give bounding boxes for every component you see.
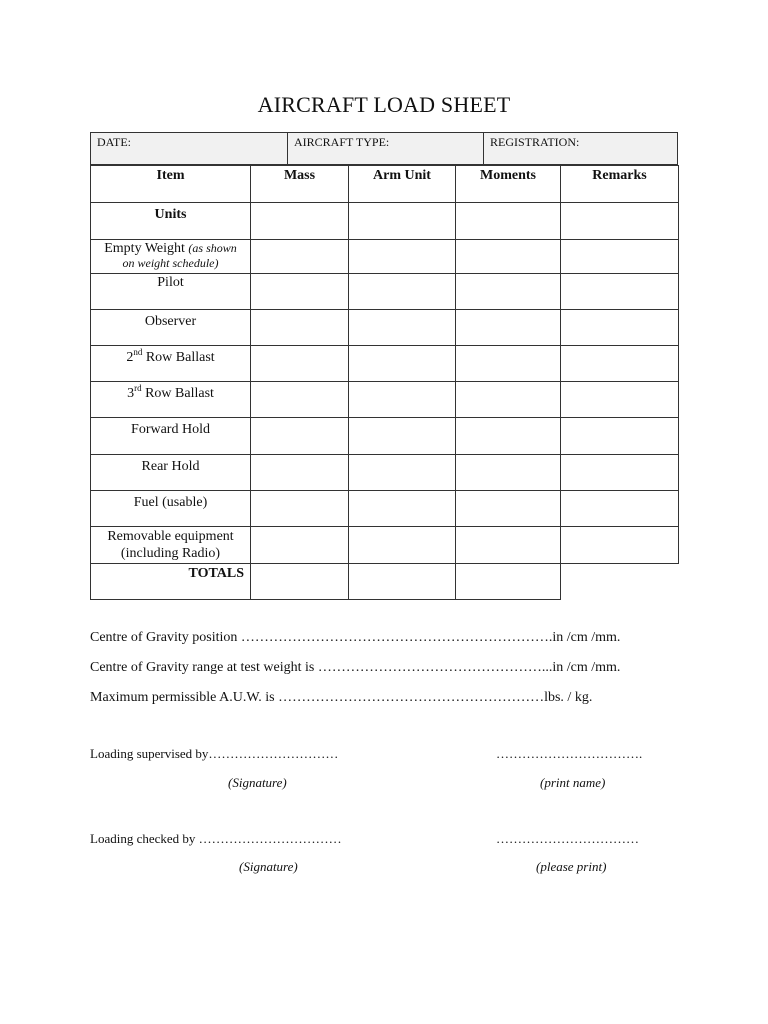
loading-supervised-signature-line[interactable]: Loading supervised by………………………… [90, 746, 339, 761]
moment-cell[interactable] [456, 274, 561, 310]
total-moment-cell[interactable] [456, 564, 561, 600]
totals-label: TOTALS [91, 564, 251, 600]
empty-weight-note-2: on weight schedule) [122, 256, 219, 270]
empty-weight-label: Empty Weight [104, 241, 185, 256]
mass-cell[interactable] [251, 491, 349, 527]
moment-cell[interactable] [456, 310, 561, 346]
ballast-2-suffix: nd [133, 347, 143, 357]
remarks-cell[interactable] [561, 382, 679, 418]
totals-row [91, 564, 679, 600]
arm-cell[interactable] [349, 455, 456, 491]
column-header-item: Item [91, 166, 251, 203]
mass-cell[interactable] [251, 455, 349, 491]
table-row [91, 274, 679, 310]
table-header-row [91, 166, 679, 203]
item-empty-weight [91, 240, 251, 274]
date-label: DATE: [97, 135, 131, 149]
mass-cell[interactable] [251, 382, 349, 418]
arm-cell[interactable] [349, 240, 456, 274]
table-row [91, 382, 679, 418]
moment-cell[interactable] [456, 527, 561, 564]
loading-checked-print-line[interactable]: …………………………… [496, 831, 639, 846]
registration-field[interactable] [483, 133, 677, 164]
checked-signature-caption: (Signature) [239, 859, 298, 874]
mass-cell[interactable] [251, 527, 349, 564]
table-row [91, 491, 679, 527]
remarks-cell[interactable] [561, 418, 679, 455]
remarks-cell[interactable] [561, 491, 679, 527]
header-row [90, 132, 678, 165]
column-header-moments: Moments [456, 166, 561, 203]
loading-supervised-print-line[interactable]: ……………………………. [496, 746, 643, 761]
moment-cell[interactable] [456, 455, 561, 491]
table-row [91, 455, 679, 491]
units-label: Units [91, 203, 251, 240]
moment-cell[interactable] [456, 418, 561, 455]
aircraft-type-field[interactable] [287, 133, 483, 164]
empty-weight-note-1: (as shown [188, 241, 237, 255]
item-fuel: Fuel (usable) [91, 491, 251, 527]
cg-position-line[interactable]: Centre of Gravity position ………………………………………………………….in /cm /mm. [90, 630, 621, 645]
mass-cell[interactable] [251, 418, 349, 455]
table-row [91, 240, 679, 274]
column-header-arm-unit: Arm Unit [349, 166, 456, 203]
remarks-cell[interactable] [561, 310, 679, 346]
aircraft-type-label: AIRCRAFT TYPE: [294, 135, 390, 149]
table-row [91, 203, 679, 240]
mass-cell[interactable] [251, 346, 349, 382]
removable-equipment-line-2: (including Radio) [120, 546, 221, 561]
total-mass-cell[interactable] [251, 564, 349, 600]
item-pilot: Pilot [91, 274, 251, 310]
item-removable-equipment [91, 527, 251, 564]
ballast-3-number: 3 [127, 386, 135, 401]
remarks-cell[interactable] [561, 240, 679, 274]
remarks-cell[interactable] [561, 203, 679, 240]
ballast-3-text: Row Ballast [145, 386, 214, 401]
item-observer: Observer [91, 310, 251, 346]
supervised-print-caption: (print name) [540, 775, 606, 790]
arm-cell[interactable] [349, 274, 456, 310]
arm-cell[interactable] [349, 382, 456, 418]
remarks-cell[interactable] [561, 274, 679, 310]
checked-print-caption: (please print) [536, 859, 607, 874]
item-rear-hold: Rear Hold [91, 455, 251, 491]
arm-cell[interactable] [349, 418, 456, 455]
max-auw-line[interactable]: Maximum permissible A.U.W. is …………………………………………………lbs. / kg. [90, 690, 593, 705]
column-header-remarks: Remarks [561, 166, 679, 203]
item-3rd-row-ballast [91, 382, 251, 418]
moment-cell[interactable] [456, 491, 561, 527]
arm-cell[interactable] [349, 527, 456, 564]
moment-cell[interactable] [456, 240, 561, 274]
moment-cell[interactable] [456, 346, 561, 382]
mass-cell[interactable] [251, 274, 349, 310]
item-forward-hold: Forward Hold [91, 418, 251, 455]
load-table [90, 165, 679, 600]
table-row [91, 418, 679, 455]
table-row [91, 310, 679, 346]
loading-checked-signature-line[interactable]: Loading checked by …………………………… [90, 831, 342, 846]
supervised-signature-caption: (Signature) [228, 775, 287, 790]
moment-cell[interactable] [456, 203, 561, 240]
table-row [91, 527, 679, 564]
removable-equipment-line-1: Removable equipment [107, 529, 234, 544]
column-header-mass: Mass [251, 166, 349, 203]
table-row [91, 346, 679, 382]
ballast-2-number: 2 [126, 350, 134, 365]
date-field[interactable] [91, 133, 287, 164]
arm-cell[interactable] [349, 310, 456, 346]
empty-cell [561, 564, 679, 600]
cg-range-line[interactable]: Centre of Gravity range at test weight is …………………………………………...in /cm /mm. [90, 660, 621, 675]
arm-cell[interactable] [349, 203, 456, 240]
mass-cell[interactable] [251, 310, 349, 346]
ballast-2-text: Row Ballast [145, 350, 215, 365]
mass-cell[interactable] [251, 203, 349, 240]
moment-cell[interactable] [456, 382, 561, 418]
remarks-cell[interactable] [561, 346, 679, 382]
item-2nd-row-ballast [91, 346, 251, 382]
page-title: AIRCRAFT LOAD SHEET [257, 92, 511, 117]
remarks-cell[interactable] [561, 527, 679, 564]
ballast-3-suffix: rd [134, 383, 142, 393]
mass-cell[interactable] [251, 240, 349, 274]
arm-cell[interactable] [349, 491, 456, 527]
registration-label: REGISTRATION: [490, 135, 580, 149]
total-arm-cell[interactable] [349, 564, 456, 600]
arm-cell[interactable] [349, 346, 456, 382]
remarks-cell[interactable] [561, 455, 679, 491]
